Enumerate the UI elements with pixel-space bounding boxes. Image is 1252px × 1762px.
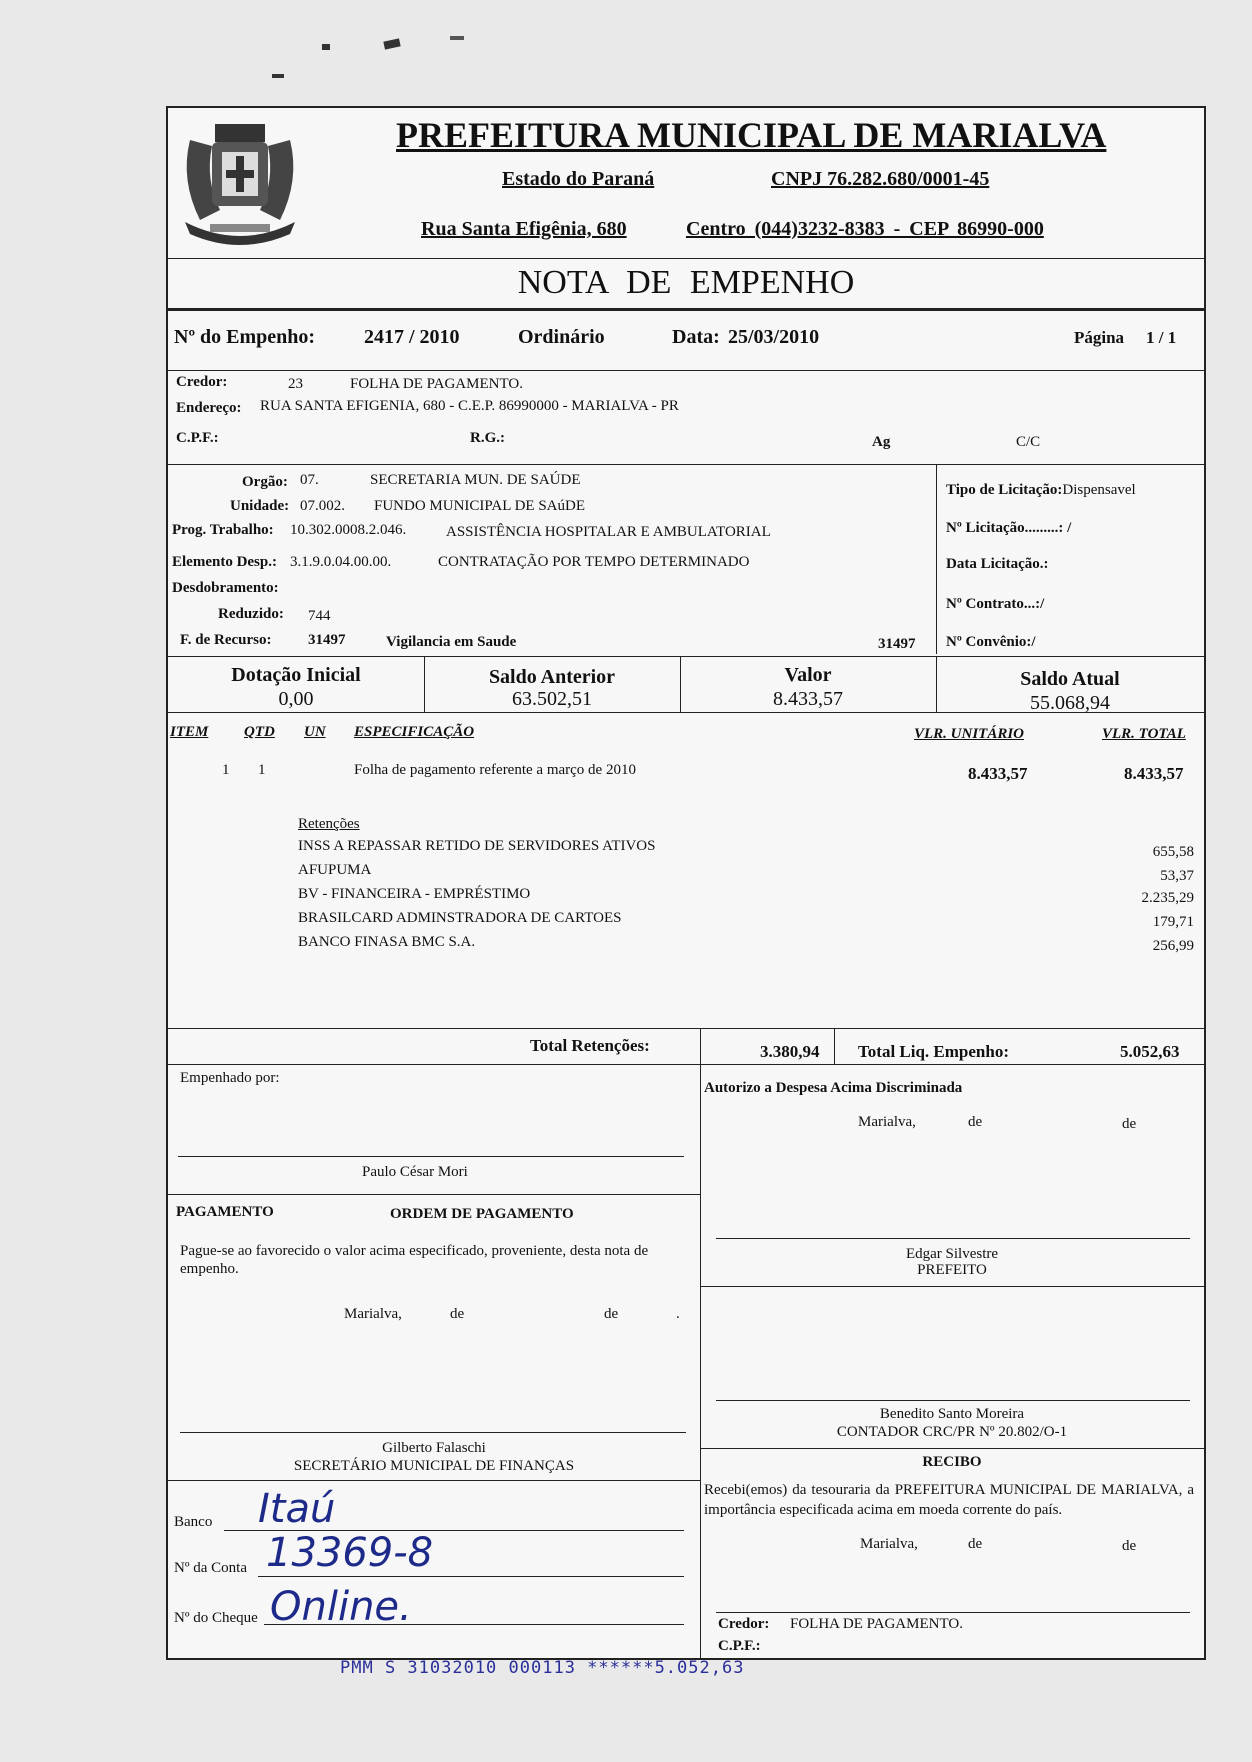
- licitacao-type-value: Dispensavel: [1062, 482, 1136, 498]
- orgao-name: SECRETARIA MUN. DE SAÚDE: [370, 472, 581, 488]
- nota-de-empenho-form: [166, 106, 1206, 1660]
- machine-stamp: PMM S 31032010 000113 ******5.052,63: [340, 1658, 745, 1678]
- recibo-city: Marialva,: [860, 1536, 918, 1552]
- pagamento-de-1: de: [450, 1306, 465, 1322]
- elemento-label: Elemento Desp.:: [172, 554, 277, 570]
- recurso-label: F. de Recurso:: [180, 632, 272, 648]
- prefeito-name: Edgar Silvestre: [905, 1246, 999, 1262]
- ag-label: Ag: [872, 434, 891, 450]
- autorizo-city: Marialva,: [858, 1114, 916, 1130]
- recibo-label: RECIBO: [922, 1454, 982, 1470]
- credor-name: FOLHA DE PAGAMENTO.: [350, 376, 523, 392]
- especificacao-header: ESPECIFICAÇÃO: [354, 724, 475, 740]
- recurso-code-2: 31497: [878, 636, 916, 652]
- saldo-anterior-value: 63.502,51: [512, 688, 592, 710]
- pagamento-city: Marialva,: [344, 1306, 402, 1322]
- endereco-value: RUA SANTA EFIGENIA, 680 - C.E.P. 86990000 - MARIALVA - PR: [260, 398, 679, 414]
- valor-label: Valor: [784, 664, 832, 686]
- un-header: UN: [304, 724, 326, 740]
- prog-label: Prog. Trabalho:: [172, 522, 274, 538]
- contador-name: Benedito Santo Moreira: [879, 1406, 1025, 1422]
- empenhado-label: Empenhado por:: [180, 1070, 280, 1086]
- pagamento-dot: .: [676, 1306, 680, 1322]
- total-value-header: VLR. TOTAL: [1102, 726, 1186, 742]
- scan-mark: [322, 44, 330, 50]
- pagamento-de-2: de: [604, 1306, 619, 1322]
- cheque-label: Nº do Cheque: [174, 1610, 258, 1626]
- saldo-anterior-label: Saldo Anterior: [488, 666, 616, 688]
- licitacao-type: [946, 482, 1136, 499]
- secretario-name: Gilberto Falaschi: [382, 1440, 486, 1456]
- ordem-pagamento-label: ORDEM DE PAGAMENTO: [390, 1206, 574, 1222]
- unit-value-header: VLR. UNITÁRIO: [914, 726, 1025, 742]
- cnpj-label: CNPJ 76.282.680/0001-45: [771, 168, 990, 190]
- item-number: 1: [222, 762, 230, 778]
- conta-label: Nº da Conta: [174, 1560, 247, 1576]
- cheque-handwritten-value: Online.: [270, 1584, 412, 1630]
- licitacao-date: Data Licitação.:: [946, 556, 1049, 572]
- prog-name: ASSISTÊNCIA HOSPITALAR E AMBULATORIAL: [446, 524, 771, 540]
- recibo-de-2: de: [1122, 1538, 1137, 1554]
- desdobramento-label: Desdobramento:: [172, 580, 279, 596]
- empenho-number-label: Nº do Empenho:: [174, 326, 316, 348]
- scan-mark: [272, 74, 284, 78]
- cc-label: C/C: [1016, 434, 1041, 450]
- conta-handwritten-value: 13369-8: [266, 1530, 434, 1576]
- retencao-value: 179,71: [1152, 914, 1194, 930]
- retencao-value: 256,99: [1152, 938, 1194, 954]
- banco-handwritten-value: Itaú: [258, 1486, 336, 1532]
- recibo-de-1: de: [968, 1536, 983, 1552]
- item-header: ITEM: [170, 724, 209, 740]
- contador-role: CONTADOR CRC/PR Nº 20.802/O-1: [836, 1424, 1068, 1440]
- empenhado-name: Paulo César Mori: [362, 1164, 468, 1180]
- retencao-value: 53,37: [1160, 868, 1194, 884]
- retencao-desc: BANCO FINASA BMC S.A.: [298, 934, 476, 950]
- retencao-desc: BRASILCARD ADMINSTRADORA DE CARTOES: [298, 910, 622, 926]
- contrato-number: Nº Contrato...:/: [946, 596, 1045, 612]
- page-label: Página: [1074, 328, 1125, 347]
- item-unit-value: 8.433,57: [968, 764, 1028, 783]
- rg-label: R.G.:: [470, 430, 505, 446]
- prog-code: 10.302.0008.2.046.: [290, 522, 407, 538]
- endereco-label: Endereço:: [176, 400, 242, 416]
- retencoes-title: Retenções: [298, 816, 360, 832]
- date-label: Data:: [672, 326, 720, 348]
- reduzido-value: 744: [308, 608, 331, 624]
- page-value: 1 / 1: [1146, 328, 1177, 347]
- recibo-cpf-label: C.P.F.:: [718, 1638, 761, 1654]
- dotacao-label: Dotação Inicial: [231, 664, 361, 686]
- municipality-title: PREFEITURA MUNICIPAL DE MARIALVA: [396, 115, 1107, 155]
- banco-label: Banco: [174, 1514, 213, 1530]
- document-title: NOTA DE EMPENHO: [517, 264, 855, 301]
- pague-text: Pague-se ao favorecido o valor acima especificado, proveniente, desta nota de empenho.: [180, 1243, 649, 1277]
- empenho-number: 2417 / 2010: [364, 326, 460, 348]
- item-total-value: 8.433,57: [1124, 764, 1184, 783]
- reduzido-label: Reduzido:: [218, 606, 284, 622]
- retencao-desc: AFUPUMA: [298, 862, 372, 878]
- recurso-code: 31497: [308, 632, 346, 648]
- retencao-value: 655,58: [1152, 844, 1194, 860]
- pagamento-label: PAGAMENTO: [176, 1204, 274, 1220]
- autorizo-de-1: de: [968, 1114, 983, 1130]
- unidade-label: Unidade:: [230, 498, 290, 514]
- credor-label: Credor:: [176, 374, 228, 390]
- dotacao-value: 0,00: [278, 688, 314, 710]
- valor-value: 8.433,57: [773, 688, 843, 710]
- autorizo-label: Autorizo a Despesa Acima Discriminada: [704, 1080, 963, 1096]
- address-label: Centro (044)3232-8383 - CEP 86990-000: [686, 218, 1044, 240]
- orgao-label: Orgão:: [242, 474, 288, 490]
- elemento-name: CONTRATAÇÃO POR TEMPO DETERMINADO: [438, 554, 750, 570]
- secretario-role: SECRETÁRIO MUNICIPAL DE FINANÇAS: [293, 1458, 575, 1474]
- credor-code: 23: [288, 376, 303, 392]
- saldo-atual-label: Saldo Atual: [1020, 668, 1120, 690]
- scan-mark: [383, 38, 400, 49]
- total-retencoes-label: Total Retenções:: [530, 1036, 650, 1055]
- item-qtd: 1: [258, 762, 266, 778]
- convenio-number: Nº Convênio:/: [946, 634, 1036, 650]
- total-retencoes-value: 3.380,94: [760, 1042, 820, 1061]
- saldo-atual-value: 55.068,94: [1030, 692, 1110, 714]
- total-liquido-label: Total Liq. Empenho:: [858, 1042, 1009, 1061]
- coat-of-arms-icon: [170, 110, 310, 250]
- street-label: Rua Santa Efigênia, 680: [421, 218, 627, 240]
- empenho-type: Ordinário: [518, 326, 605, 348]
- recibo-credor-label: Credor:: [718, 1616, 770, 1632]
- retencao-desc: BV - FINANCEIRA - EMPRÉSTIMO: [298, 886, 531, 902]
- total-liquido-value: 5.052,63: [1120, 1042, 1180, 1061]
- licitacao-number: Nº Licitação.........: /: [946, 520, 1072, 536]
- scan-mark: [450, 36, 464, 40]
- prefeito-role: PREFEITO: [917, 1262, 987, 1278]
- recurso-name: Vigilancia em Saude: [386, 634, 517, 650]
- orgao-code: 07.: [300, 472, 319, 488]
- date-value: 25/03/2010: [728, 326, 820, 348]
- unidade-name: FUNDO MUNICIPAL DE SAúDE: [374, 498, 585, 514]
- autorizo-de-2: de: [1122, 1116, 1137, 1132]
- state-label: Estado do Paraná: [502, 168, 655, 190]
- unidade-code: 07.002.: [300, 498, 345, 514]
- recibo-credor-name: FOLHA DE PAGAMENTO.: [790, 1616, 963, 1632]
- retencao-desc: INSS A REPASSAR RETIDO DE SERVIDORES ATIVOS: [298, 838, 656, 854]
- cpf-label: C.P.F.:: [176, 430, 219, 446]
- recibo-text: Recebi(emos) da tesouraria da PREFEITURA MUNICIPAL DE MARIALVA, a importância especificada acima em moeda corrente do país.: [704, 1482, 1194, 1518]
- retencao-value: 2.235,29: [1141, 890, 1194, 906]
- qtd-header: QTD: [244, 724, 275, 740]
- item-description: Folha de pagamento referente a março de 2010: [354, 762, 636, 778]
- licitacao-type-label: Tipo de Licitação:: [946, 482, 1063, 498]
- elemento-code: 3.1.9.0.04.00.00.: [290, 554, 392, 570]
